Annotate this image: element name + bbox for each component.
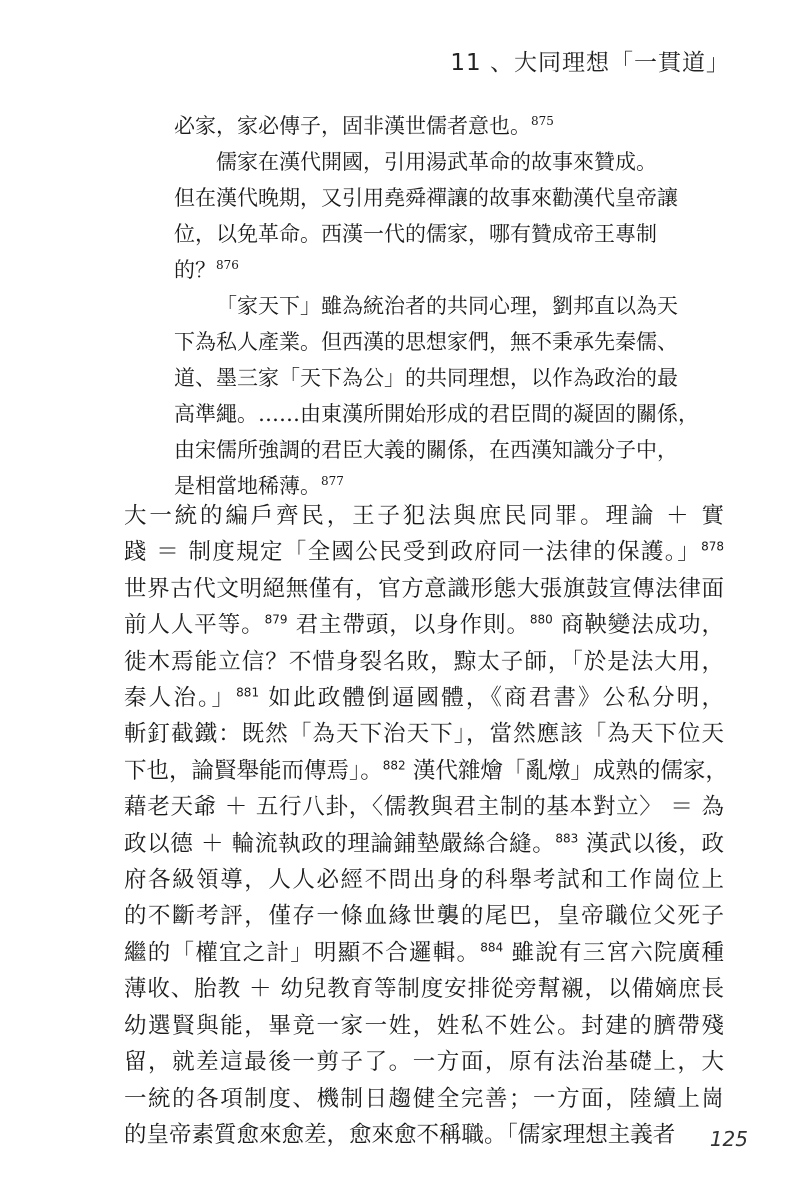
footnote-ref: 879 xyxy=(264,612,288,627)
footnote-ref: 883 xyxy=(555,831,579,846)
text-segment: 道、墨三家「天下為公」的共同理想，以作為政治的最 xyxy=(174,366,678,390)
footnote-ref: 881 xyxy=(236,685,260,700)
body-line xyxy=(124,789,724,825)
footnote-ref: 878 xyxy=(701,539,724,554)
text-segment: 府各級領導，人人必經不問出身的科舉考試和工作崗位上 xyxy=(124,867,724,894)
body-line xyxy=(124,1081,724,1117)
body-line xyxy=(124,680,724,716)
body-line xyxy=(124,571,724,607)
footnote-ref: 876 xyxy=(216,258,239,272)
body-line xyxy=(124,644,724,680)
text-segment: 下也，論賢舉能而傳焉」。 xyxy=(124,757,383,784)
text-segment: 高準繩。……由東漢所開始形成的君臣間的凝固的關係， xyxy=(174,402,699,426)
text-segment: 儒家在漢代開國，引用湯武革命的故事來贊成。 xyxy=(216,150,657,174)
footnote-ref: 884 xyxy=(480,940,504,955)
quote-line xyxy=(174,108,734,144)
body-line xyxy=(124,935,724,971)
text-segment: 斬釘截鐵：既然「為天下治天下」，當然應該「為天下位天 xyxy=(124,721,724,748)
text-segment: 是相當地稀薄。 xyxy=(174,474,321,498)
text-segment: 下為私人產業。但西漢的思想家們，無不秉承先秦儒、 xyxy=(174,330,678,354)
body-line xyxy=(124,1117,724,1153)
body-line xyxy=(124,607,724,643)
quote-line xyxy=(174,432,734,468)
text-segment: 政以德 ＋ 輪流執政的理論鋪墊嚴絲合縫。 xyxy=(124,830,556,857)
text-segment: 但在漢代晚期，又引用堯舜禪讓的故事來勸漢代皇帝讓 xyxy=(174,186,678,210)
quote-line xyxy=(174,144,734,180)
text-segment: 徙木焉能立信？不惜身裂名敗，黥太子師，「於是法大用， xyxy=(124,648,724,675)
text-segment: 前人人平等。 xyxy=(124,612,265,639)
text-segment: 漢代雜燴「亂燉」成熟的儒家， xyxy=(405,757,728,784)
body-line xyxy=(124,534,724,570)
text-segment: 一統的各項制度、機制日趨健全完善；一方面，陸續上崗 xyxy=(124,1085,724,1112)
text-segment: 幼選賢與能，畢竟一家一姓，姓私不姓公。封建的臍帶殘 xyxy=(124,1012,724,1039)
quote-line xyxy=(174,324,734,360)
footnote-ref: 877 xyxy=(321,474,344,488)
footnote-ref: 882 xyxy=(382,758,406,773)
quote-line xyxy=(174,360,734,396)
text-segment: 的皇帝素質愈來愈差，愈來愈不稱職。「儒家理想主義者 xyxy=(124,1121,676,1148)
body-line xyxy=(124,498,724,534)
text-segment: 的？ xyxy=(174,258,216,282)
text-segment: 世界古代文明絕無僅有，官方意識形態大張旗鼓宣傳法律面 xyxy=(124,575,724,602)
quote-line xyxy=(174,216,734,252)
body-line xyxy=(124,753,728,789)
body-line xyxy=(124,826,724,862)
body-line xyxy=(124,898,724,934)
quote-line xyxy=(174,252,734,288)
body-line xyxy=(124,1008,724,1044)
body-line xyxy=(124,862,724,898)
block-quote xyxy=(174,108,734,504)
text-segment: 君主帶頭，以身作則。 xyxy=(287,612,530,639)
text-segment: 商鞅變法成功， xyxy=(552,612,724,639)
quote-line xyxy=(174,396,734,432)
text-segment: 雖說有三宮六院廣種 xyxy=(503,939,724,966)
text-segment: 必家，家必傳子，固非漢世儒者意也。 xyxy=(174,114,531,138)
footnote-ref: 875 xyxy=(531,114,554,128)
text-segment: 踐 ＝ 制度規定「全國公民受到政府同一法律的保護。」 xyxy=(124,539,702,566)
text-segment: 留，就差這最後一剪子了。一方面，原有法治基礎上，大 xyxy=(124,1049,724,1076)
body-line xyxy=(124,716,724,752)
text-segment: 漢武以後，政 xyxy=(578,830,724,857)
quote-line xyxy=(174,180,734,216)
page-number: 125 xyxy=(709,1127,748,1151)
footnote-ref: 880 xyxy=(529,612,553,627)
running-header: 11 、大同理想「一貫道」 xyxy=(450,50,730,76)
text-segment: 如此政體倒逼國體，《商君書》公私分明， xyxy=(259,685,724,712)
text-segment: 薄收、胎教 ＋ 幼兒教育等制度安排從旁幫襯，以備嫡庶長 xyxy=(124,976,724,1003)
text-segment: 秦人治。」 xyxy=(124,685,237,712)
body-line xyxy=(124,1044,724,1080)
text-segment: 藉老天爺 ＋ 五行八卦，〈儒教與君主制的基本對立〉 ＝ 為 xyxy=(124,794,724,821)
text-segment: 繼的「權宜之計」明顯不合邏輯。 xyxy=(124,939,481,966)
quote-line xyxy=(174,288,734,324)
body-text xyxy=(124,498,728,1153)
text-segment: 「家天下」雖為統治者的共同心理，劉邦直以為天 xyxy=(216,294,678,318)
text-segment: 位，以免革命。西漢一代的儒家，哪有贊成帝王專制 xyxy=(174,222,657,246)
body-line xyxy=(124,971,724,1007)
text-segment: 的不斷考評，僅存一條血緣世襲的尾巴，皇帝職位父死子 xyxy=(124,903,724,930)
text-segment: 由宋儒所強調的君臣大義的關係，在西漢知識分子中， xyxy=(174,438,678,462)
text-segment: 大一統的編戶齊民，王子犯法與庶民同罪。理論 ＋ 實 xyxy=(124,503,724,529)
